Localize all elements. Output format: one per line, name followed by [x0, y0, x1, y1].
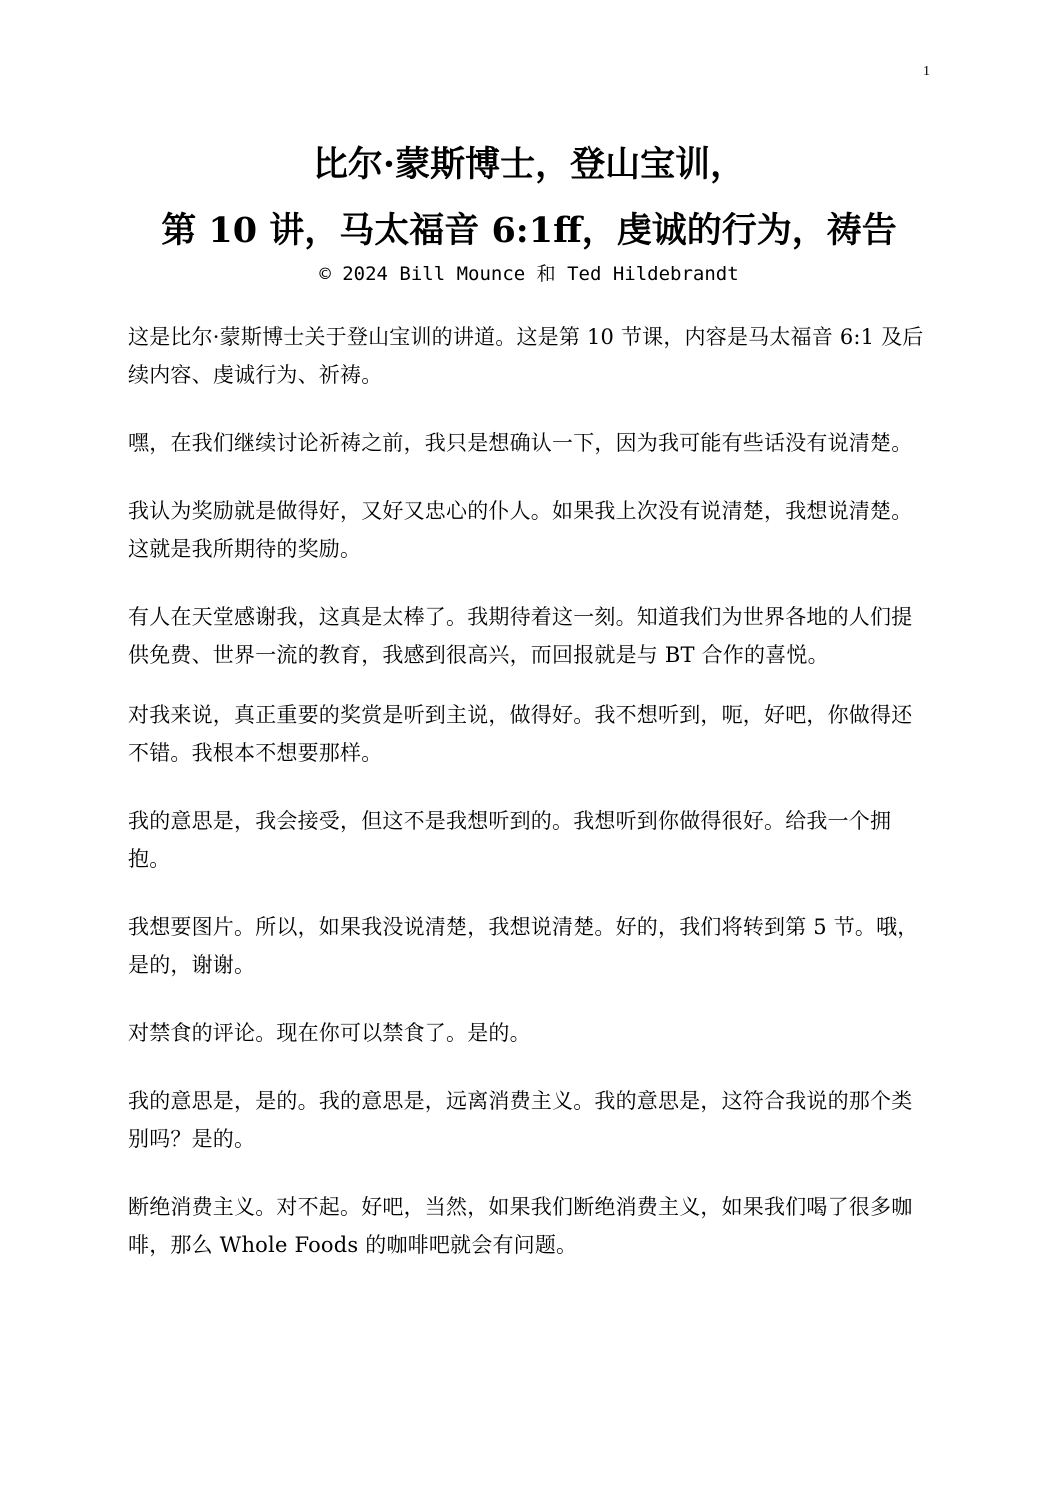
- paragraph-9: 我的意思是，是的。我的意思是，远离消费主义。我的意思是，这符合我说的那个类别吗？是的。: [128, 1089, 913, 1151]
- paragraph-4: 有人在天堂感谢我，这真是太棒了。我期待着这一刻。知道我们为世界各地的人们提供免费、世界一流的教育，我感到很高兴，而回报就是与 BT 合作的喜悦。: [128, 605, 913, 667]
- paragraph-1: 这是比尔·蒙斯博士关于登山宝训的讲道。这是第 10 节课，内容是马太福音 6:1 及后续内容、虔诚行为、祈祷。: [128, 325, 924, 387]
- paragraph-10: 断绝消费主义。对不起。好吧，当然，如果我们断绝消费主义，如果我们喝了很多咖啡，那么 Whole Foods 的咖啡吧就会有问题。: [128, 1195, 913, 1257]
- transcript-body: [128, 318, 928, 1264]
- paragraph-5: 对我来说，真正重要的奖赏是听到主说，做得好。我不想听到，呃，好吧，你做得还不错。我根本不想要那样。: [128, 703, 913, 765]
- paragraph-7: 我想要图片。所以，如果我没说清楚，我想说清楚。好的，我们将转到第 5 节。哦，是的，谢谢。: [128, 915, 919, 977]
- paragraph-3: 我认为奖励就是做得好，又好又忠心的仆人。如果我上次没有说清楚，我想说清楚。这就是我所期待的奖励。: [128, 499, 913, 561]
- paragraph-6: 我的意思是，我会接受，但这不是我想听到的。我想听到你做得很好。给我一个拥抱。: [128, 809, 892, 871]
- paragraph-8: 对禁食的评论。现在你可以禁食了。是的。: [128, 1021, 531, 1045]
- page-number: 1: [923, 64, 930, 79]
- document-title-line-2: 第 10 讲，马太福音 6:1ff，虔诚的行为，祷告: [161, 210, 897, 251]
- copyright-line: © 2024 Bill Mounce 和 Ted Hildebrandt: [319, 263, 739, 285]
- document-title-line-1: 比尔·蒙斯博士，登山宝训，: [312, 144, 746, 185]
- paragraph-2: 嘿，在我们继续讨论祈祷之前，我只是想确认一下，因为我可能有些话没有说清楚。: [128, 431, 913, 455]
